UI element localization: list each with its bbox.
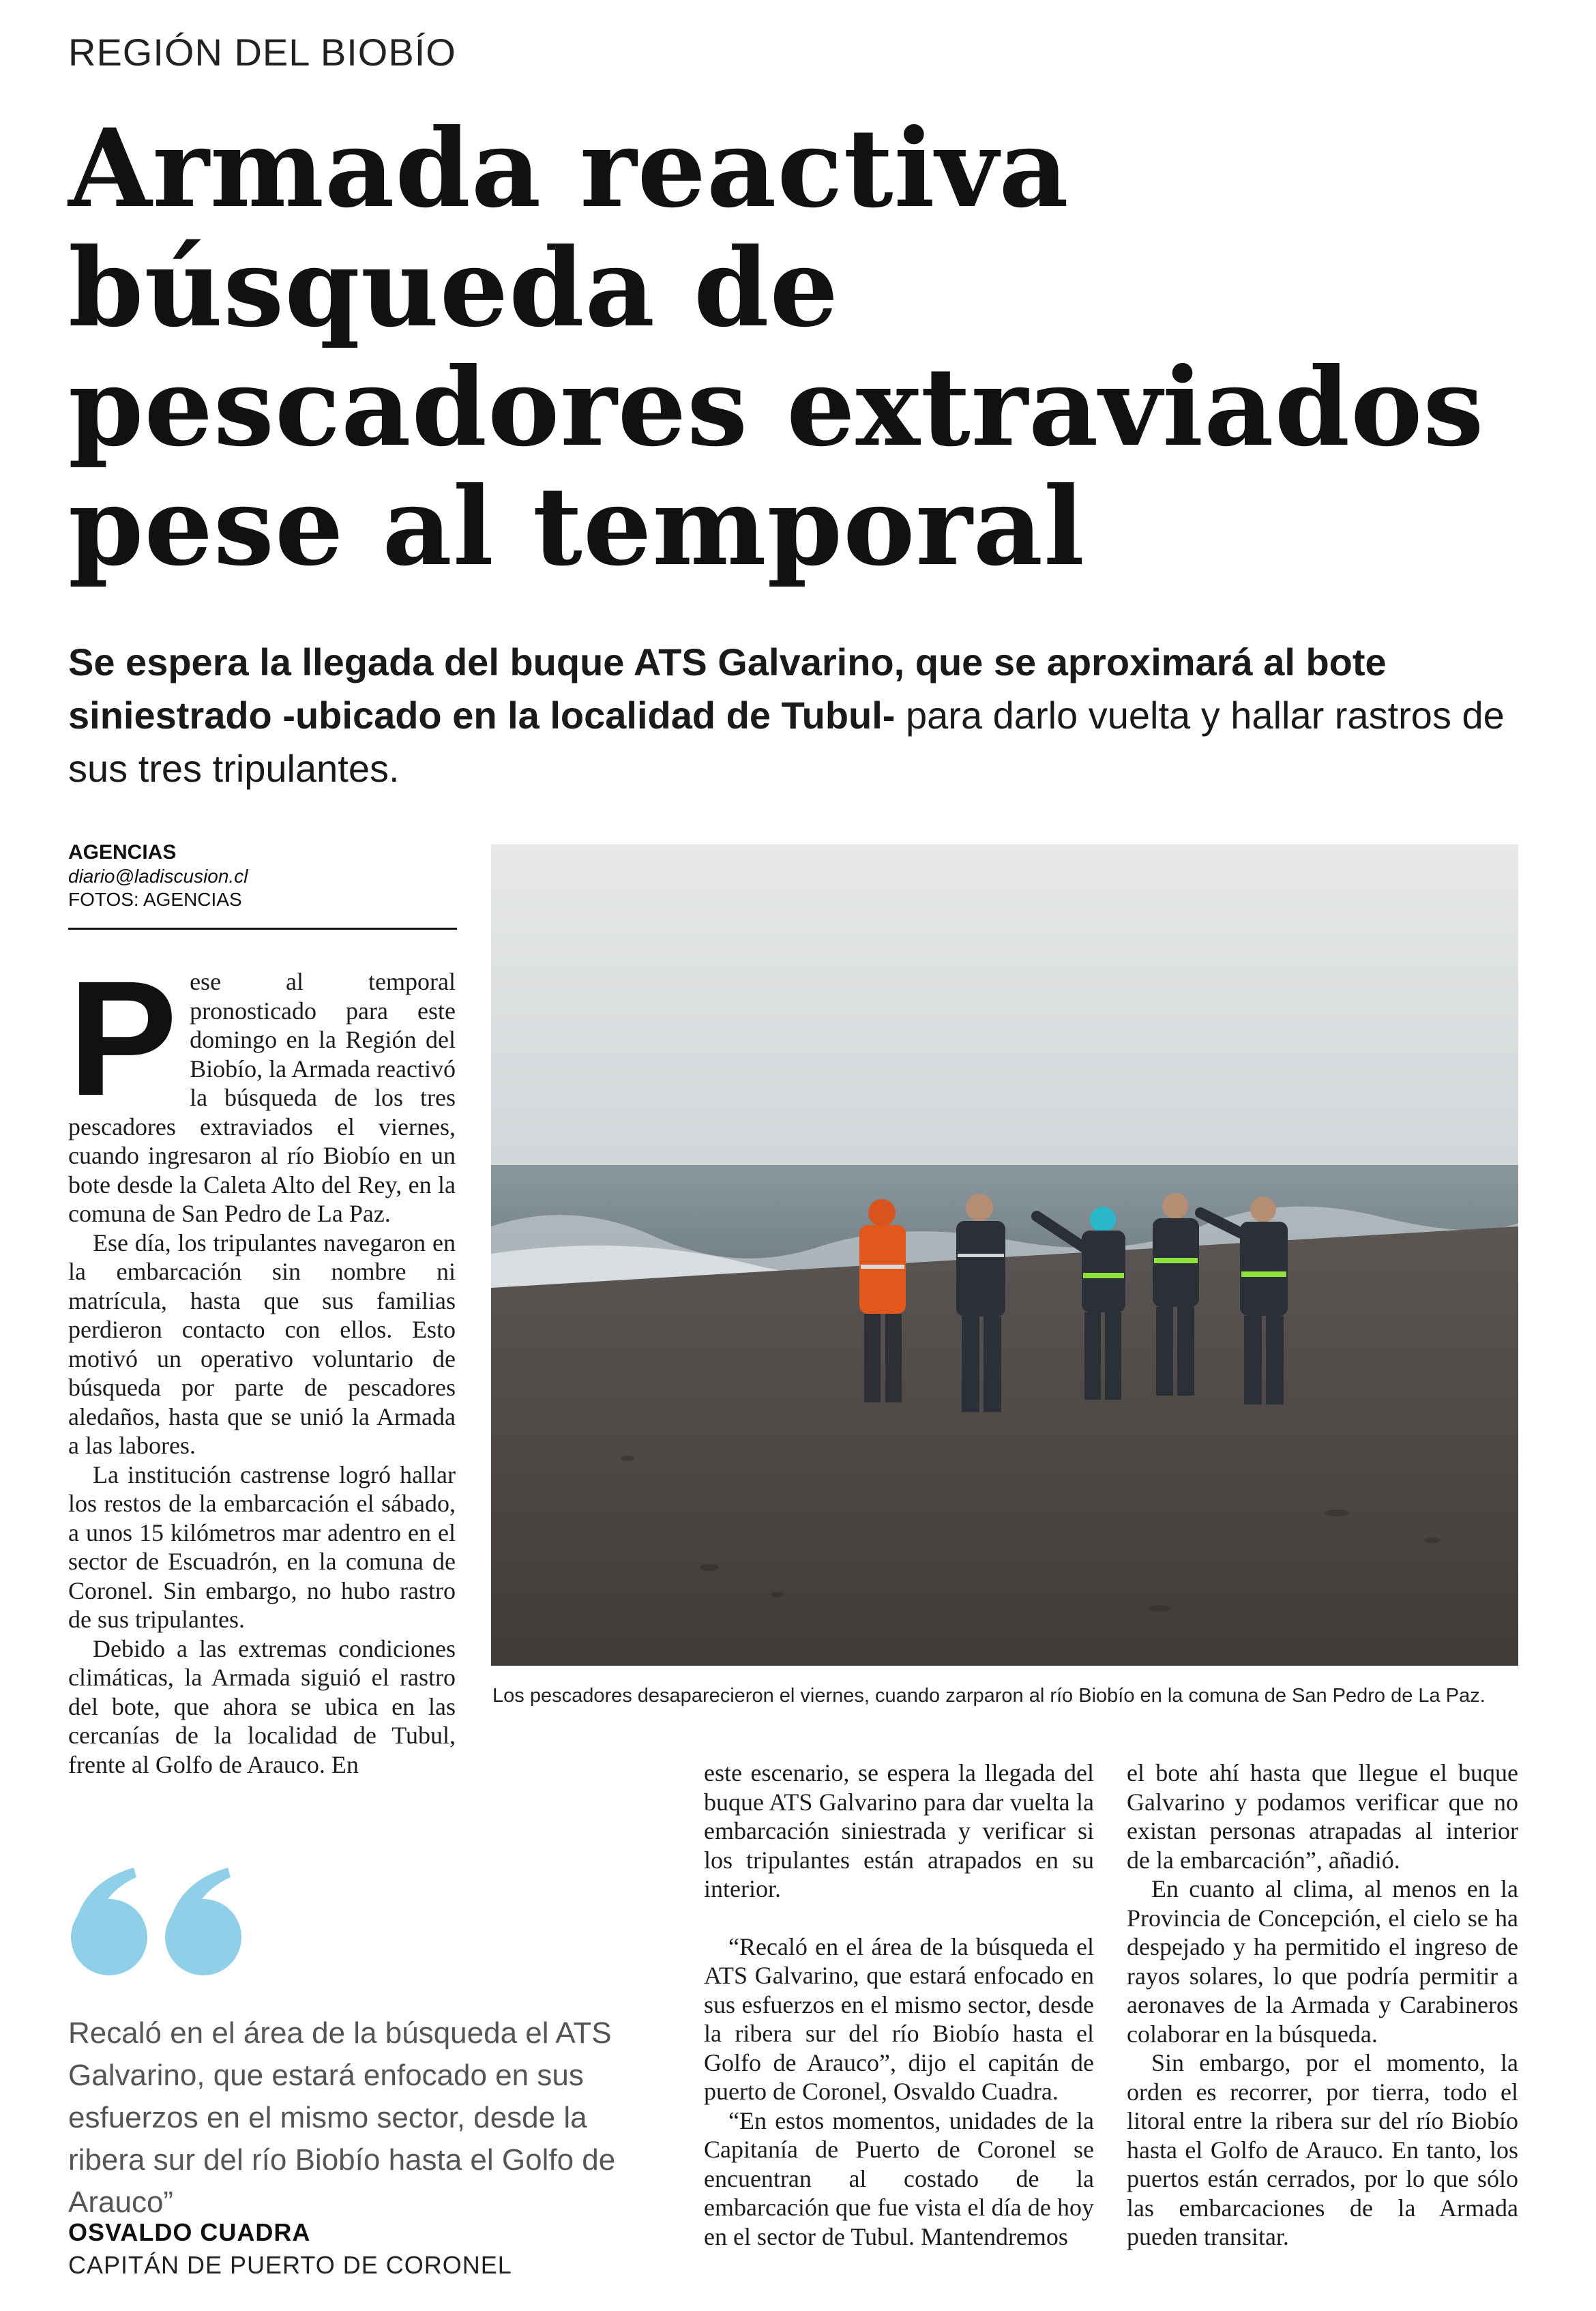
body-column-2 — [704, 1758, 1094, 2251]
body-column-3 — [1127, 1758, 1518, 2252]
body-paragraph-9: En cuanto al clima, al menos en la Provincia de Concepción, el cielo se ha despejado y ha permitido el ingreso de rayos solares, lo que podría permitir a aeronaves de la Armada y Carabineros colaborar en la búsqueda. — [1127, 1875, 1518, 2048]
photo-caption: Los pescadores desaparecieron el viernes, cuando zarparon al río Biobío en la comuna de San Pedro de La Paz. — [492, 1685, 1486, 1707]
section-label: REGIÓN DEL BIOBÍO — [68, 31, 456, 74]
byline-email: diario@ladiscusion.cl — [68, 866, 248, 887]
body-paragraph-5: este escenario, se espera la llegada del buque ATS Galvarino para dar vuelta la embarcación siniestrada y verificar si los tripulantes están atrapados en su interior. — [704, 1759, 1094, 1902]
body-paragraph-7: “En estos momentos, unidades de la Capitanía de Puerto de Coronel se encuentran al costado de la embarcación que fue vista el día de hoy en el sector de Tubul. Mantendremos — [704, 2106, 1094, 2250]
dropcap: P — [68, 947, 178, 1130]
body-paragraph-6: “Recaló en el área de la búsqueda el ATS Galvarino, que estará enfocado en sus esfuerzos en el mismo sector, desde la ribera sur del río Biobío hasta el Golfo de Arauco”, dijo el capitán de puerto de Coronel, Osvaldo Cuadra. — [704, 1932, 1094, 2105]
pull-quote: Recaló en el área de la búsqueda el ATS Galvarino, que estará enfocado en sus esfuerzos en el mismo sector, desde la ribera sur del río Biobío hasta el Golfo de Arauco” — [68, 2016, 616, 2219]
body-paragraph-1: ese al temporal pronosticado para este domingo en la Región del Biobío, la Armada reactivó la búsqueda de los tres pescadores extraviados el viernes, cuando ingresaron al río Biobío en un bote desde la Caleta Alto del Rey, en la comuna de San Pedro de La Paz. — [68, 968, 456, 1227]
quote-author-role: CAPITÁN DE PUERTO DE CORONEL — [68, 2251, 512, 2279]
body-paragraph-10: Sin embargo, por el momento, la orden es recorrer, por tierra, todo el litoral entre la ribera sur del río Biobío hasta el Golfo de Arauco. En tanto, los puertos están cerrados, por lo que sólo las embarcaciones de la Armada pueden transitar. — [1127, 2049, 1518, 2250]
lede-regular: para darlo vuelta y hallar rastros de sus tres tripulantes. — [68, 694, 1505, 790]
beach-scene-illustration — [491, 844, 1518, 1666]
quote-mark-icon — [68, 1862, 252, 1985]
byline-photos: FOTOS: AGENCIAS — [68, 889, 242, 910]
lede — [68, 636, 1535, 795]
headline: Armada reactiva búsqueda de pescadores extraviados pese al temporal — [68, 106, 1485, 590]
paragraph-spacer — [704, 1904, 1094, 1932]
body-paragraph-4: Debido a las extremas condiciones climáticas, la Armada siguió el rastro del bote, que ahora se ubica en las cercanías de la localidad de Tubul, frente al Golfo de Arauco. En — [68, 1634, 456, 1778]
quote-author: OSVALDO CUADRA — [68, 2218, 311, 2246]
news-photo — [491, 844, 1518, 1666]
byline — [68, 840, 457, 930]
body-column-1 — [68, 947, 456, 1779]
body-paragraph-3: La institución castrense logró hallar los restos de la embarcación el sábado, a unos 15 kilómetros mar adentro en el sector de Escuadrón, en la comuna de Coronel. Sin embargo, no hubo rastro de sus tripulantes. — [68, 1460, 456, 1633]
body-paragraph-8: el bote ahí hasta que llegue el buque Galvarino y podamos verificar que no existan personas atrapadas al interior de la embarcación”, añadió. — [1127, 1759, 1518, 1874]
byline-agency: AGENCIAS — [68, 841, 177, 864]
body-paragraph-2: Ese día, los tripulantes navegaron en la embarcación sin nombre ni matrícula, hasta que sus familias perdieron contacto con ellos. Esto motivó un operativo voluntario de búsqueda por parte de pescadores aledaños, hasta que se unió la Armada a las labores. — [68, 1228, 456, 1459]
lede-bold: Se espera la llegada del buque ATS Galvarino, que se aproximará al bote siniestrado -ubicado en la localidad de Tubul- — [68, 641, 1387, 737]
